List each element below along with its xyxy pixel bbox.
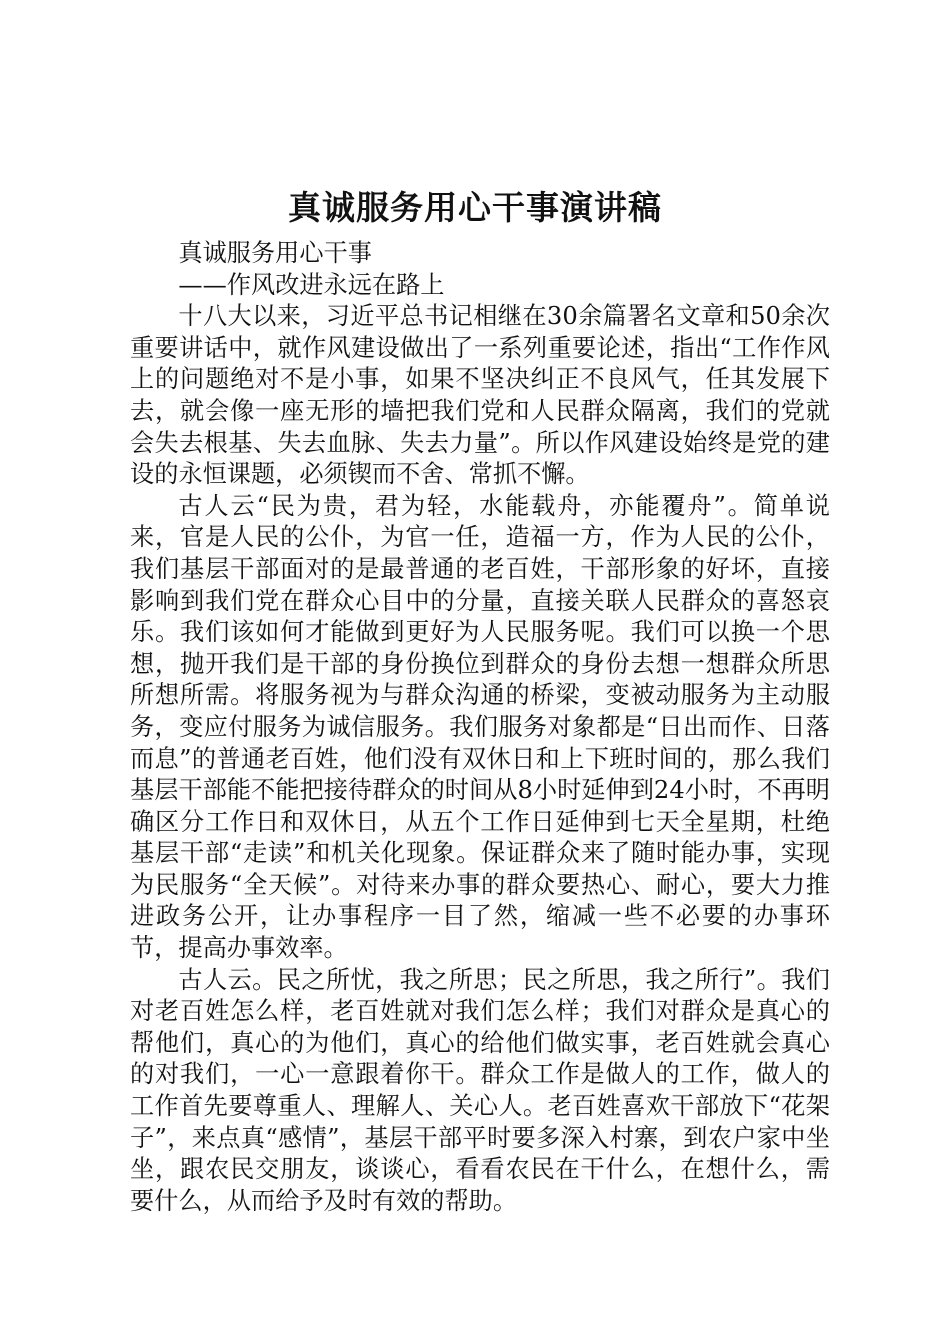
subtitle-line: 真诚服务用心干事 (178, 239, 372, 267)
document-title: 真诚服务用心干事演讲稿 (288, 188, 662, 227)
subtitle-line-2: ——作风改进永远在路上 (178, 270, 445, 299)
document-body (130, 238, 830, 1217)
body-paragraph-1: 十八大以来，习近平总书记相继在30余篇署名文章和50余次重要讲话中，就作风建设做出了一系列重要论述，指出“工作作风上的问题绝对不是小事，如果不坚决纠正不良风气，任其发展下去，就会像一座无形的墙把我们党和人民群众隔离，我们的党就会失去根基、失去血脉、失去力量”。所以作风建设始终是党的建设的永恒课题，必须锲而不舍、常抓不懈。 (130, 302, 830, 489)
body-paragraph-2: 古人云“民为贵，君为轻，水能载舟，亦能覆舟”。简单说来，官是人民的公仆，为官一任，造福一方，作为人民的公仆，我们基层干部面对的是最普通的老百姓，干部形象的好坏，直接影响到我们党在群众心目中的分量，直接关联人民群众的喜怒哀乐。我们该如何才能做到更好为人民服务呢。我们可以换一个思想，抛开我们是干部的身份换位到群众的身份去想一想群众所思所想所需。将服务视为与群众沟通的桥梁，变被动服务为主动服务，变应付服务为诚信服务。我们服务对象都是“日出而作、日落而息”的普通老百姓，他们没有双休日和上下班时间的，那么我们基层干部能不能把接待群众的时间从8小时延伸到24小时，不再明确区分工作日和双休日，从五个工作日延伸到七天全星期，杜绝基层干部“走读”和机关化现象。保证群众来了随时能办事，实现为民服务“全天候”。对待来办事的群众要热心、耐心，要大力推进政务公开，让办事程序一目了然，缩减一些不必要的办事环节，提高办事效率。 (130, 491, 830, 963)
body-paragraph-3: 古人云。民之所忧，我之所思；民之所思，我之所行”。我们对老百姓怎么样，老百姓就对我们怎么样；我们对群众是真心的帮他们，真心的为他们，真心的给他们做实事，老百姓就会真心的对我们，一心一意跟着你干。群众工作是做人的工作，做人的工作首先要尊重人、理解人、关心人。老百姓喜欢干部放下“花架子”，来点真“感情”，基层干部平时要多深入村寨，到农户家中坐坐，跟农民交朋友，谈谈心，看看农民在干什么，在想什么，需要什么，从而给予及时有效的帮助。 (130, 965, 830, 1215)
